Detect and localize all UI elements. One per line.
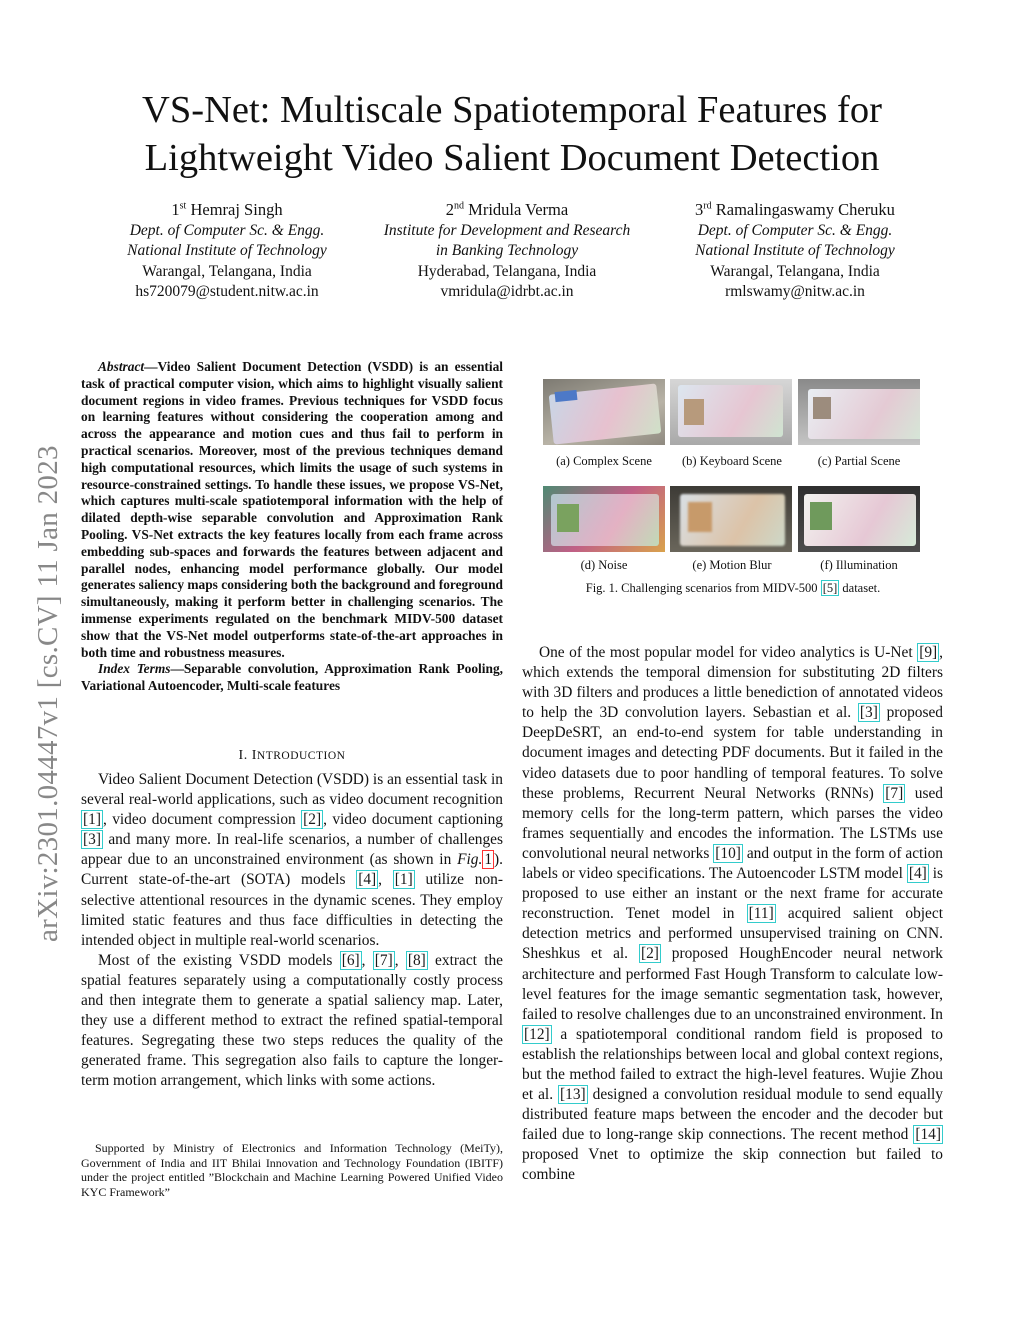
figure-caption-text: dataset.: [839, 581, 881, 595]
intro-left-column: [81, 770, 503, 1092]
title-line-2: Lightweight Video Salient Document Detection: [144, 137, 880, 179]
author-ordinal: 3: [695, 200, 704, 219]
citation-link[interactable]: [6]: [341, 951, 360, 969]
citation-link[interactable]: [9]: [919, 644, 938, 661]
citation-link[interactable]: [3]: [859, 704, 878, 722]
citation-link[interactable]: [2]: [640, 945, 659, 963]
author-email: hs720079@student.nitw.ac.in: [135, 283, 319, 300]
abstract: [81, 359, 503, 695]
author-location: Warangal, Telangana, India: [142, 262, 312, 280]
author-block-2: [362, 200, 652, 303]
section-title-initial: I: [251, 748, 257, 763]
index-terms-label: Index Terms: [98, 661, 171, 677]
citation-link[interactable]: [2]: [303, 811, 322, 829]
citation-link[interactable]: [13]: [560, 1086, 586, 1104]
author-ordinal: 2: [445, 200, 455, 219]
author-name: Mridula Verma: [468, 200, 569, 219]
citation-link[interactable]: [10]: [715, 844, 741, 862]
citation-link[interactable]: [3]: [83, 831, 101, 849]
author-affiliation: National Institute of Technology: [695, 242, 895, 259]
subcaption: (d) Noise: [580, 558, 628, 572]
citation-link[interactable]: [14]: [915, 1126, 941, 1144]
abstract-label: Abstract: [98, 359, 145, 374]
subcaption: (c) Partial Scene: [817, 454, 901, 468]
section-heading-introduction: [81, 748, 503, 764]
figure-thumb-partial-scene: [798, 379, 920, 445]
index-terms-text: —Separable convolution, Approximation Rank Pooling, Variational Autoencoder, Multi-scale features: [81, 661, 503, 694]
figure-1: [543, 379, 943, 572]
arxiv-stamp: arXiv:2301.04447v1 [cs.CV] 11 Jan 2023: [32, 445, 64, 942]
citation-link[interactable]: [4]: [908, 865, 927, 883]
citation-link[interactable]: [8]: [407, 951, 426, 969]
author-ordinal-suffix: nd: [454, 200, 465, 212]
author-block-1: [82, 200, 372, 303]
citation-link[interactable]: [12]: [524, 1025, 550, 1043]
figure-thumb-complex-scene: [543, 379, 665, 445]
section-numeral: I.: [238, 748, 248, 763]
subcaption: (f) Illumination: [820, 558, 898, 572]
intro-paragraph-1: Video Salient Document Detection (VSDD) is an essential task in several real-world applications, such as video document recognition [1] , video document compression [2] , video document captioning [3] and many more. In real-life scenarios, a number of challenges appear due to an unconstrained environment (as shown in Fig. 1 ). Current state-of-the-art (SOTA) models [4] , [1] utilize non-selective attentional resources in the dynamic scenes. They employ limited static features and thus face difficulties in detecting the intended object in multiple real-world scenarios.: [81, 771, 504, 949]
author-name: Ramalingaswamy Cheruku: [715, 200, 895, 219]
citation-link[interactable]: [1]: [83, 811, 101, 829]
right-paragraph-1: One of the most popular model for video analytics is U-Net [9] , which extends the temporal dimension for substituting 2D filters with 3D filters and produces a little benediction of annotated videos to help the 3D convolution layers. Sebastian et al. [3] proposed DeepDeSRT, an end-to-end system for table understanding in document images and detecting PDF documents. But it failed in the video datasets due to poor handling of temporal features. To solve these problems, Recurrent Neural Networks (RNNs) [7] used memory cells for the long-term pattern, which parses the video frames sequentially and encodes the information. The LSTMs use convolutional neural networks [10] and output in the form of action labels or video specifications. The Autoencoder LSTM model [4] is proposed to use either an instant or the next frame for accurate reconstruction. Tenet model in [11] acquired salient object detection metrics and performed unsupervised training on CNN. Sheshkus et al. [2] proposed HoughEncoder neural network architecture and performed Fast Hough Transform to calculate low-level features for the image semantic segmentation task, however, failed to resolve challenges due to an unconstrained environment. In [12] a spatiotemporal conditional random field is proposed to establish the relationships between local and global context regions, but the method failed to extract the high-level features. Wujie Zhou et al. [13] designed a convolution residual module to send equally distributed feature maps between the encoder and the decoder but failed due to long-range skip connections. The recent method [14] proposed Vnet to optimize the skip connection but failed to combine: [522, 644, 943, 1184]
subcaption: (e) Motion Blur: [692, 558, 772, 572]
author-affiliation: in Banking Technology: [435, 242, 579, 259]
citation-link[interactable]: [7]: [885, 784, 904, 802]
figure-caption-text: Fig. 1. Challenging scenarios from MIDV-500: [585, 581, 821, 595]
author-location: Warangal, Telangana, India: [710, 262, 880, 280]
author-ordinal-suffix: st: [179, 200, 187, 212]
figure-thumb-keyboard-scene: [670, 379, 792, 445]
intro-paragraph-2: Most of the existing VSDD models [6] , [7] , [8] extract the spatial features separately using a computationally costly process and then integrate them to generate a spatial saliency map. Later, they use a different method to extract the refined spatial-temporal features. Segregating these two steps reduces the quality of the generated frame. This segregation also fails to capture the longer-term motion arrangement, which links with some actions.: [81, 951, 503, 1090]
footnote: [81, 1141, 503, 1199]
figure-thumb-illumination: [798, 486, 920, 552]
author-location: Hyderabad, Telangana, India: [417, 262, 597, 280]
author-affiliation: Dept. of Computer Sc. & Engg.: [697, 221, 893, 239]
subcaption: (a) Complex Scene: [556, 454, 652, 468]
figure-caption: [523, 581, 943, 595]
author-ordinal: 1: [171, 200, 180, 219]
citation-link[interactable]: [7]: [374, 951, 393, 969]
figure-thumb-noise: [543, 486, 665, 552]
citation-link[interactable]: [4]: [358, 871, 377, 889]
author-email: rmlswamy@nitw.ac.in: [725, 283, 865, 300]
title-line-1: VS-Net: Multiscale Spatiotemporal Features for: [142, 89, 882, 131]
author-affiliation: National Institute of Technology: [127, 242, 327, 259]
paper-title: [80, 86, 944, 182]
footnote-text: Supported by Ministry of Electronics and Information Technology (MeiTy), Government of India and IIT Bhilai Innovation and Technology Foundation (IBITF) under the project entitled ”Blockchain and Machine Learning Powered Unified Video KYC Framework”: [81, 1141, 503, 1199]
author-name: Hemraj Singh: [190, 200, 283, 219]
author-email: vmridula@idrbt.ac.in: [440, 283, 574, 300]
author-block-3: [650, 200, 940, 303]
subcaption: (b) Keyboard Scene: [682, 454, 782, 468]
intro-right-column: [522, 643, 943, 1186]
citation-link[interactable]: [1]: [394, 871, 413, 889]
citation-link[interactable]: [11]: [748, 905, 774, 923]
citation-link[interactable]: [5]: [822, 581, 838, 595]
section-title-rest: NTRODUCTION: [256, 750, 346, 762]
figure-thumb-motion-blur: [670, 486, 792, 552]
abstract-text: —Video Salient Document Detection (VSDD) is an essential task of practical computer vision, which aims to highlight visually salient document regions in video frames. Previous techniques for VSDD focus on learning features without considering the cooperation among and across the appearance and motion cues and thus fail to perform in practical scenarios. Moreover, most of the previous techniques demand high computational resources, which limits the usage of such systems in resource-constrained settings. To handle these issues, we propose VS-Net, which captures multi-scale spatiotemporal information with the help of dilated depth-wise separable convolution and Approximation Rank Pooling. VS-Net extracts the key features locally from each frame across embedding sub-spaces and forwards the features between adjacent and parallel nodes, enhancing model performance globally. Our model generates saliency maps considering both the background and foreground simultaneously, making it perform better in challenging scenarios. The immense experiments regulated on the benchmark MIDV-500 dataset show that the VS-Net model outperforms state-of-the-art approaches in both time and robustness measures.: [81, 359, 503, 660]
author-affiliation: Institute for Development and Research: [383, 221, 631, 239]
author-affiliation: Dept. of Computer Sc. & Engg.: [129, 221, 325, 239]
author-ordinal-suffix: rd: [703, 200, 712, 212]
figure-link[interactable]: 1: [484, 851, 493, 869]
